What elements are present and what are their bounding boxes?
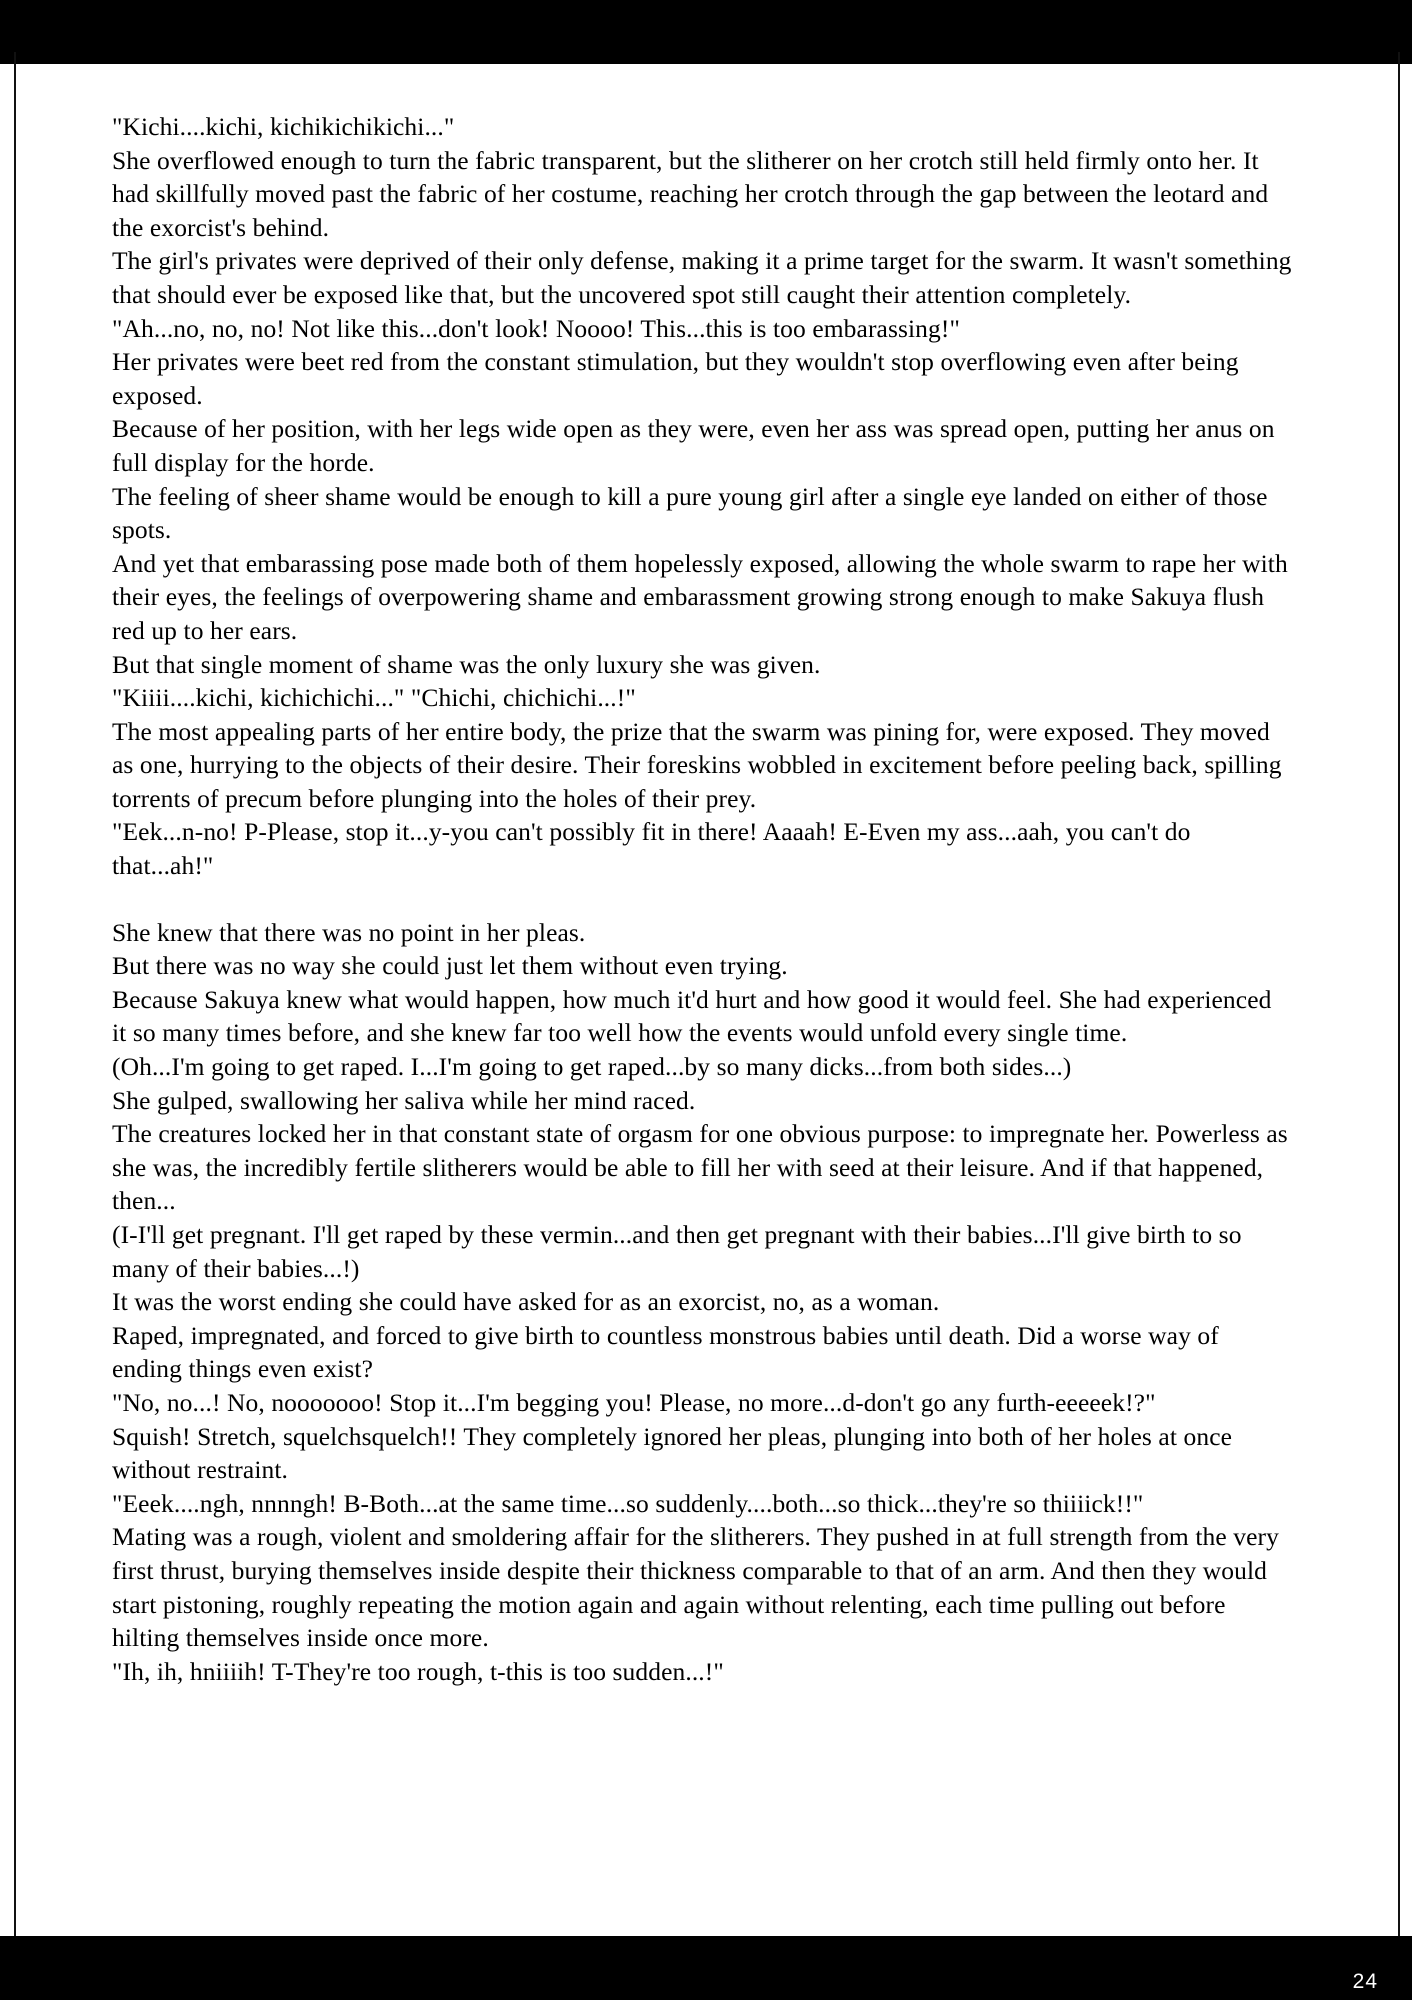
fleur-de-lis-icon [1260, 16, 1294, 56]
body-paragraph: And yet that embarassing pose made both of them hopelessly exposed, allowing the whole swarm to rape her with their eyes, the feelings of overpowering shame and embarassment growing strong enough to make Sakuya flush red up to her ears. [112, 548, 1288, 645]
fleur-de-lis-icon [289, 16, 323, 56]
fleur-de-lis-icon [689, 16, 723, 56]
fleur-de-lis-icon [61, 16, 95, 56]
body-paragraph: Because of her position, with her legs wide open as they were, even her ass was spread open, putting her anus on full display for the horde. [112, 414, 1275, 477]
fleur-de-lis-icon [632, 16, 666, 56]
body-paragraph: "Eeek....ngh, nnnngh! B-Both...at the same time...so suddenly....both...so thick...they're so thiiiick!!" [112, 1488, 1144, 1518]
body-paragraph: Raped, impregnated, and forced to give birth to countless monstrous babies until death. Did a worse way of ending things even exist? [112, 1320, 1219, 1384]
body-paragraph: She overflowed enough to turn the fabric transparent, but the slitherer on her crotch still held firmly onto her. It had skillfully moved past the fabric of her costume, reaching her crotch through the gap between the leotard and the exorcist's behind. [112, 145, 1269, 242]
fleur-de-lis-icon [1317, 16, 1351, 56]
page-number: 24 [1352, 1970, 1378, 1993]
fleur-de-lis-icon [1203, 16, 1237, 56]
body-paragraph: "No, no...! No, nooooooo! Stop it...I'm begging you! Please, no more...d-don't go any furth-eeeeek!?" [112, 1387, 1156, 1417]
fleur-de-lis-icon [1260, 1938, 1294, 1978]
body-paragraph: It was the worst ending she could have asked for as an exorcist, no, as a woman. [112, 1287, 940, 1317]
fleur-de-lis-icon [61, 1938, 95, 1978]
body-paragraph: The girl's privates were deprived of their only defense, making it a prime target for the swarm. It wasn't something that should ever be exposed like that, but the uncovered spot still caught their attention completely. [112, 246, 1292, 309]
body-paragraph: Her privates were beet red from the constant stimulation, but they wouldn't stop overflowing even after being exposed. [112, 347, 1239, 410]
body-paragraph: "Kichi....kichi, kichikichikichi..." [112, 112, 455, 141]
fleur-de-lis-icon [917, 16, 951, 56]
fleur-de-lis-icon [404, 16, 438, 56]
fleur-de-lis-icon [746, 16, 780, 56]
body-paragraph: (I-I'll get pregnant. I'll get raped by these vermin...and then get pregnant with their babies...I'll give birth to so many of their babies...!) [112, 1220, 1242, 1283]
bottom-decorative-border [0, 1936, 1412, 2000]
left-edge-rule [14, 52, 16, 1952]
fleur-de-lis-icon [575, 16, 609, 56]
body-paragraph: Because Sakuya knew what would happen, how much it'd hurt and how good it would feel. She had experienced it so many times before, and she knew far too well how the events would unfold every single time. [112, 984, 1272, 1048]
body-paragraph: Squish! Stretch, squelchsquelch!! They completely ignored her pleas, plunging into both of her holes at once without restraint. [112, 1421, 1233, 1485]
fleur-de-lis-icon [1031, 16, 1065, 56]
paragraph-gap [112, 883, 1292, 916]
fleur-de-lis-icon [4, 1938, 38, 1978]
fleur-de-lis-icon [860, 1938, 894, 1978]
fleur-de-lis-icon [404, 1938, 438, 1978]
right-edge-rule [1398, 52, 1400, 1952]
fleur-de-lis-icon [4, 16, 38, 56]
fleur-de-lis-icon [232, 1938, 266, 1978]
fleur-de-lis-icon [974, 1938, 1008, 1978]
body-paragraph: (Oh...I'm going to get raped. I...I'm going to get raped...by so many dicks...from both sides...) [112, 1052, 1072, 1082]
fleur-de-lis-icon [1146, 16, 1180, 56]
body-paragraph: She knew that there was no point in her pleas. [112, 917, 586, 947]
top-fleur-row [0, 16, 1412, 62]
fleur-de-lis-icon [461, 1938, 495, 1978]
fleur-de-lis-icon [346, 16, 380, 56]
fleur-de-lis-icon [518, 16, 552, 56]
fleur-de-lis-icon [118, 1938, 152, 1978]
fleur-de-lis-icon [461, 16, 495, 56]
fleur-de-lis-icon [1317, 1938, 1351, 1978]
body-paragraph: But there was no way she could just let them without even trying. [112, 951, 788, 981]
top-decorative-border [0, 0, 1412, 64]
fleur-de-lis-icon [175, 16, 209, 56]
page-text-content [112, 110, 1292, 1688]
fleur-de-lis-icon [1374, 16, 1408, 56]
fleur-de-lis-icon [1374, 1938, 1408, 1978]
fleur-de-lis-icon [289, 1938, 323, 1978]
fleur-de-lis-icon [632, 1938, 666, 1978]
fleur-de-lis-icon [974, 16, 1008, 56]
fleur-de-lis-icon [746, 1938, 780, 1978]
body-paragraph: Mating was a rough, violent and smoldering affair for the slitherers. They pushed in at full strength from the very first thrust, burying themselves inside despite their thickness comparable to that of an arm. And then they would start pistoning, roughly repeating the motion again and again without relenting, each time pulling out before hilting themselves inside once more. [112, 1522, 1279, 1653]
fleur-de-lis-icon [803, 1938, 837, 1978]
bottom-fleur-row [0, 1938, 1412, 1984]
body-paragraph: But that single moment of shame was the only luxury she was given. [112, 649, 821, 679]
body-paragraph: She gulped, swallowing her saliva while her mind raced. [112, 1085, 696, 1115]
fleur-de-lis-icon [346, 1938, 380, 1978]
fleur-de-lis-icon [860, 16, 894, 56]
fleur-de-lis-icon [175, 1938, 209, 1978]
body-paragraph: The creatures locked her in that constant state of orgasm for one obvious purpose: to impregnate her. Powerless as she was, the incredibly fertile slitherers would be able to fill her with seed at their leisure. And if that happened, then... [112, 1119, 1288, 1216]
fleur-de-lis-icon [575, 1938, 609, 1978]
fleur-de-lis-icon [1031, 1938, 1065, 1978]
body-paragraph: "Kiiii....kichi, kichichichi..." "Chichi, chichichi...!" [112, 683, 636, 713]
body-paragraph: "Ih, ih, hniiiih! T-They're too rough, t-this is too sudden...!" [112, 1656, 724, 1686]
fleur-de-lis-icon [118, 16, 152, 56]
body-paragraph: "Ah...no, no, no! Not like this...don't look! Noooo! This...this is too embarassing!" [112, 313, 960, 343]
body-paragraph: The most appealing parts of her entire body, the prize that the swarm was pining for, were exposed. They moved as one, hurrying to the objects of their desire. Their foreskins wobbled in excitement before peeling back, spilling torrents of precum before plunging into the holes of their prey. [112, 716, 1282, 813]
fleur-de-lis-icon [689, 1938, 723, 1978]
fleur-de-lis-icon [1088, 16, 1122, 56]
fleur-de-lis-icon [232, 16, 266, 56]
fleur-de-lis-icon [518, 1938, 552, 1978]
body-paragraph: The feeling of sheer shame would be enough to kill a pure young girl after a single eye landed on either of those spots. [112, 481, 1268, 545]
body-paragraph: "Eek...n-no! P-Please, stop it...y-you can't possibly fit in there! Aaaah! E-Even my ass...aah, you can't do that...ah!" [112, 817, 1191, 881]
fleur-de-lis-icon [917, 1938, 951, 1978]
fleur-de-lis-icon [803, 16, 837, 56]
fleur-de-lis-icon [1203, 1938, 1237, 1978]
fleur-de-lis-icon [1146, 1938, 1180, 1978]
fleur-de-lis-icon [1088, 1938, 1122, 1978]
